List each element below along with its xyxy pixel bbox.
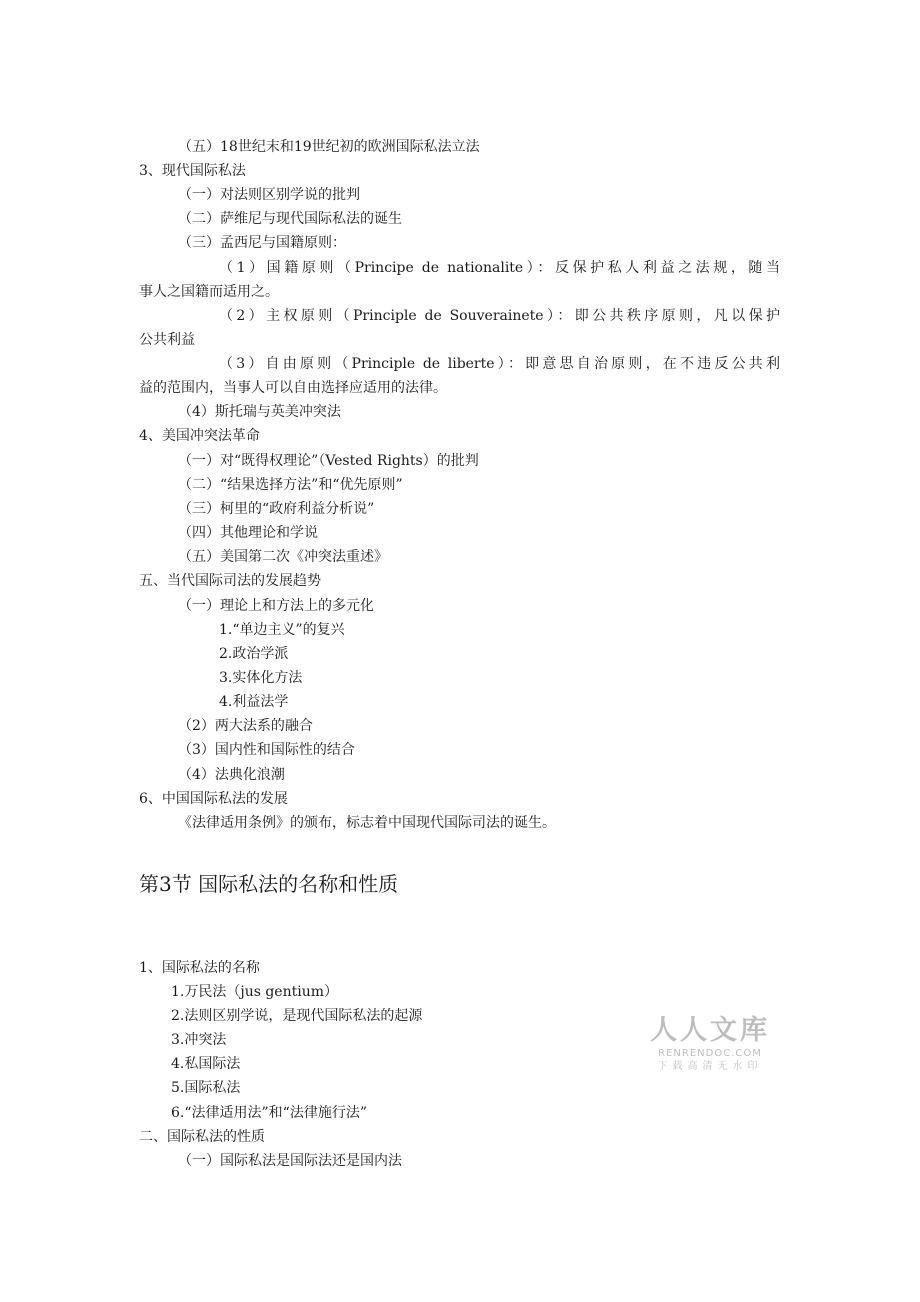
watermark-title: 人人文库 <box>650 1015 770 1046</box>
section-heading: 4、美国冲突法革命 <box>139 428 260 444</box>
outline-subitem: 4.利益法学 <box>219 694 289 710</box>
watermark-logo <box>646 1015 774 1074</box>
paragraph-line: （2）主权原则（Principle de Souverainete）：即公共秩序原则，凡以保护 <box>219 308 780 324</box>
paragraph-line: 公共利益 <box>139 332 195 348</box>
outline-subitem: 5.国际私法 <box>171 1080 241 1096</box>
paragraph-line: （1）国籍原则（Principe de nationalite）：反保护私人利益之法规，随当 <box>219 260 780 276</box>
section-heading: 6、中国国际私法的发展 <box>139 791 288 807</box>
outline-item: （三）柯里的“政府利益分析说” <box>178 501 375 517</box>
outline-subitem: 1.万民法（jus gentium） <box>171 984 339 1000</box>
outline-item: （一）国际私法是国际法还是国内法 <box>178 1153 402 1169</box>
paragraph-line: 《法律适用条例》的颁布，标志着中国现代国际司法的诞生。 <box>178 815 556 831</box>
outline-subitem: 3.冲突法 <box>171 1032 227 1048</box>
outline-item: （五）18世纪末和19世纪初的欧洲国际私法立法 <box>178 139 480 155</box>
paragraph-line: 事人之国籍而适用之。 <box>139 284 279 300</box>
outline-subitem: 1.“单边主义”的复兴 <box>219 622 345 638</box>
section-heading: 二、国际私法的性质 <box>139 1129 265 1145</box>
outline-item: （一）对法则区别学说的批判 <box>178 187 360 203</box>
outline-item: （3）国内性和国际性的结合 <box>178 742 355 758</box>
outline-subitem: 2.法则区别学说，是现代国际私法的起源 <box>171 1008 423 1024</box>
outline-subitem: 4.私国际法 <box>171 1056 241 1072</box>
outline-item: （二）“结果选择方法”和“优先原则” <box>178 477 403 493</box>
outline-item: （一）对“既得权理论”（Vested Rights）的批判 <box>178 453 479 469</box>
outline-item: （五）美国第二次《冲突法重述》 <box>178 549 388 565</box>
section-heading: 3、现代国际私法 <box>139 163 246 179</box>
watermark-tagline: 下载高清无水印 <box>657 1061 763 1072</box>
outline-subitem: 2.政治学派 <box>219 646 289 662</box>
outline-item: （二）萨维尼与现代国际私法的诞生 <box>178 211 402 227</box>
outline-item: （4）斯托瑞与英美冲突法 <box>178 404 341 420</box>
section-heading: 1、国际私法的名称 <box>139 960 260 976</box>
outline-item: （三）孟西尼与国籍原则： <box>178 235 346 251</box>
watermark-site: RENRENDOC.COM <box>658 1048 762 1059</box>
paragraph-line: （3）自由原则（Principle de liberte）：即意思自治原则，在不违反公共利 <box>219 356 780 372</box>
outline-item: （4）法典化浪潮 <box>178 767 285 783</box>
chapter-heading: 第3节 国际私法的名称和性质 <box>139 872 399 896</box>
section-heading: 五、当代国际司法的发展趋势 <box>139 573 321 589</box>
outline-subitem: 3.实体化方法 <box>219 670 303 686</box>
outline-item: （一）理论上和方法上的多元化 <box>178 598 374 614</box>
outline-item: （2）两大法系的融合 <box>178 718 313 734</box>
outline-subitem: 6.“法律适用法”和“法律施行法” <box>171 1105 367 1121</box>
outline-item: （四）其他理论和学说 <box>178 525 318 541</box>
paragraph-line: 益的范围内，当事人可以自由选择应适用的法律。 <box>139 380 447 396</box>
